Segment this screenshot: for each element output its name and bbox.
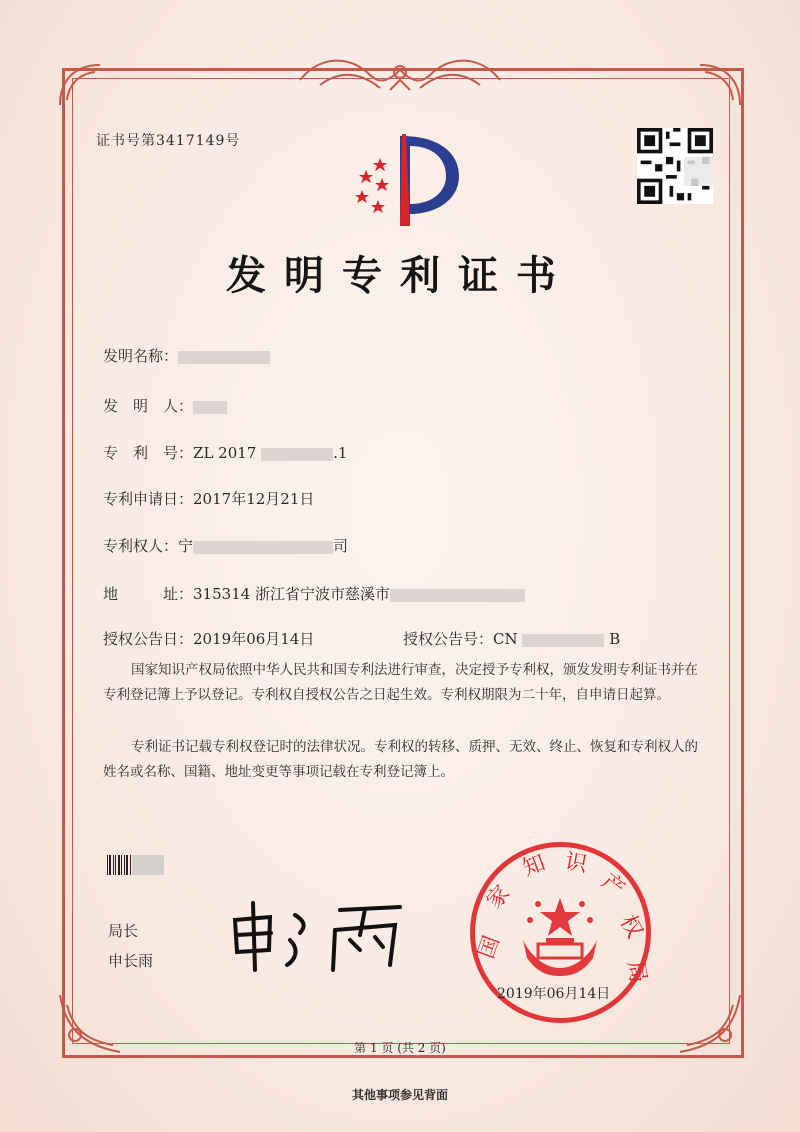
grant-date-label: 授权公告日： [103,630,194,648]
cnipa-logo-icon [344,128,464,228]
director-title: 局长 [108,922,139,940]
patentee-row [103,535,348,556]
patentee-label: 专利权人： [103,537,179,555]
certificate-number: 证书号第3417149号 [96,133,241,149]
grant-date-value: 2019年06月14日 [193,630,315,648]
seal-date: 2019年06月14日 [497,986,611,1002]
grant-no-tail: B [609,630,621,648]
redacted-value [390,589,525,602]
certificate-title: 发明专利证书 [226,252,574,299]
address-label: 地 址： [103,585,194,603]
top-ornament-icon [290,50,510,100]
redacted-value [193,401,227,414]
director-name: 申长雨 [108,952,154,970]
filing-date-value: 2017年12月21日 [193,490,315,508]
grant-date-row [103,628,314,649]
redacted-value [522,634,604,647]
patent-no-value: ZL 2017 [193,444,257,462]
grant-no-label: 授权公告号： [403,630,494,648]
corner-ornament-icon [695,60,745,110]
seal-text-char: 国 [474,932,506,963]
qr-code-icon [637,128,713,204]
redacted-value [178,351,270,364]
grant-statement-paragraph: 国家知识产权局依照中华人民共和国专利法进行审查，决定授予专利权，颁发发明专利证书并在专利登记簿上予以登记。专利权自授权公告之日起生效。专利权期限为二十年，自申请日起算。 [103,662,698,703]
seal-text-char: 家 [481,880,516,915]
seal-text-char: 权 [614,911,648,943]
inventor-label: 发 明 人： [103,397,194,415]
page-number: 第 1 页 (共 2 页) [354,1041,446,1055]
address-row [103,583,525,604]
redacted-value [193,541,333,554]
seal-text-char: 知 [519,850,549,882]
invention-name-row [103,345,270,366]
inventor-row [103,395,227,416]
signature-icon [225,895,405,975]
legal-status-paragraph: 专利证书记载专利权登记时的法律状况。专利权的转移、质押、无效、终止、恢复和专利权人的姓名或名称、国籍、地址变更等事项记载在专利登记簿上。 [103,739,698,780]
patentee-value-end: 司 [333,537,349,555]
barcode-icon [107,855,217,875]
corner-ornament-icon [55,60,105,110]
back-note: 其他事项参见背面 [351,1088,448,1102]
filing-date-row [103,488,314,509]
patent-no-row [103,442,347,463]
redacted-value [261,448,333,461]
invention-name-label: 发明名称： [103,347,179,365]
filing-date-label: 专利申请日： [103,490,194,508]
seal-text-char: 识 [562,849,589,878]
seal-text-char: 局 [622,958,651,985]
address-value: 315314 浙江省宁波市慈溪市 [193,585,391,603]
patent-no-tail: .1 [333,444,348,462]
grant-no-value: CN [493,630,518,648]
grant-no-row [403,628,620,649]
patent-no-label: 专 利 号： [103,444,194,462]
patentee-value-start: 宁 [178,537,194,555]
seal-text-char: 产 [596,869,630,903]
